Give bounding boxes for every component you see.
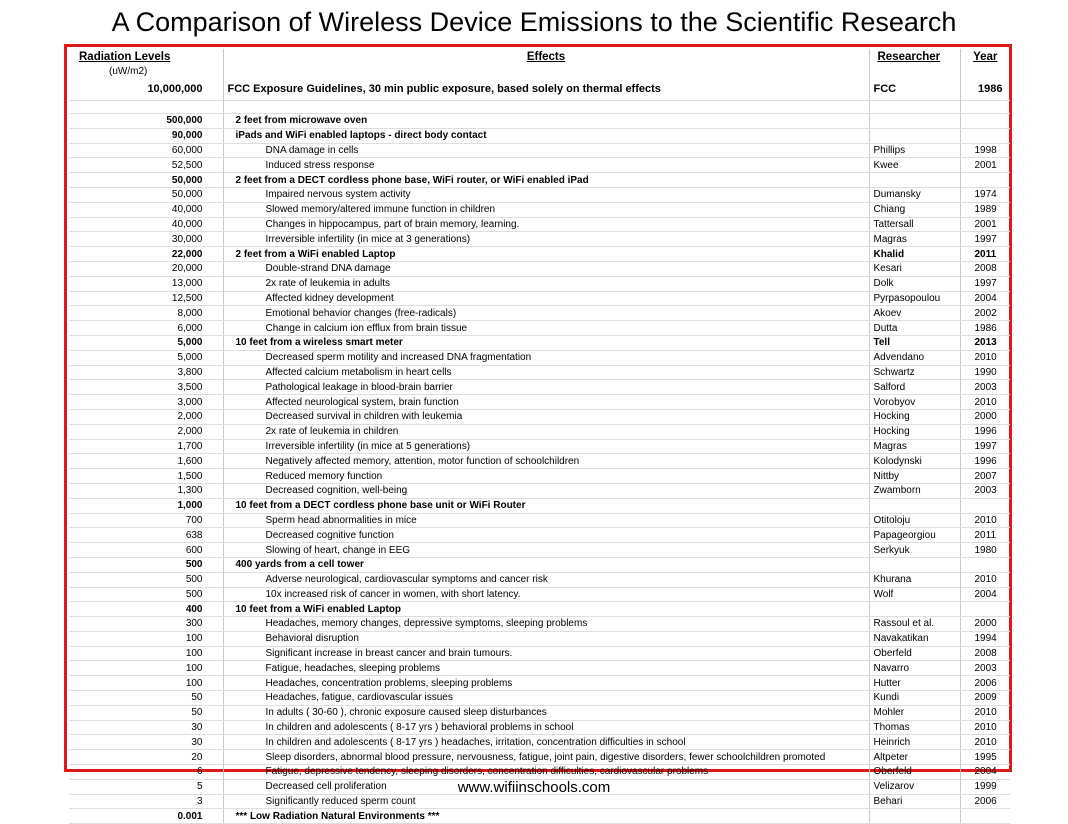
- row-level: 3,500: [69, 380, 223, 395]
- row-effect: Induced stress response: [223, 158, 869, 173]
- row-effect: Affected neurological system, brain function: [223, 395, 869, 410]
- row-year: 2010: [960, 735, 1010, 750]
- table-row: [69, 380, 1010, 395]
- row-researcher: Navarro: [869, 661, 960, 676]
- row-level: 50,000: [69, 173, 223, 188]
- units-row: [69, 65, 1010, 78]
- row-level: 500,000: [69, 114, 223, 129]
- row-level: 400: [69, 602, 223, 617]
- table-row: [69, 557, 1010, 572]
- table-row: [69, 750, 1010, 765]
- row-researcher: Nittby: [869, 469, 960, 484]
- row-effect: Changes in hippocampus, part of brain memory, learning.: [223, 217, 869, 232]
- row-year: 2007: [960, 469, 1010, 484]
- row-year: 2008: [960, 646, 1010, 661]
- row-effect: Change in calcium ion efflux from brain tissue: [223, 321, 869, 336]
- row-effect: Decreased cognition, well-being: [223, 483, 869, 498]
- row-researcher: Hocking: [869, 409, 960, 424]
- row-year: 2006: [960, 794, 1010, 809]
- row-level: 3: [69, 794, 223, 809]
- row-researcher: [869, 128, 960, 143]
- table-row: [69, 543, 1010, 558]
- row-effect: Headaches, memory changes, depressive symptoms, sleeping problems: [223, 617, 869, 632]
- row-year: 1989: [960, 202, 1010, 217]
- row-year: 1994: [960, 631, 1010, 646]
- table-row: [69, 454, 1010, 469]
- row-effect: In adults ( 30-60 ), chronic exposure caused sleep disturbances: [223, 705, 869, 720]
- row-effect: Significantly reduced sperm count: [223, 794, 869, 809]
- row-year: 2008: [960, 261, 1010, 276]
- table-row: [69, 158, 1010, 173]
- row-researcher: Otitoloju: [869, 513, 960, 528]
- row-year: 2010: [960, 720, 1010, 735]
- row-researcher: Serkyuk: [869, 543, 960, 558]
- row-effect: 10x increased risk of cancer in women, with short latency.: [223, 587, 869, 602]
- row-effect: Fatigue, depressive tendency, sleeping disorders, concentration difficulties, cardiovascular problems: [223, 765, 869, 780]
- table-row: [69, 587, 1010, 602]
- row-year: 2010: [960, 350, 1010, 365]
- row-level: 8,000: [69, 306, 223, 321]
- row-year: [960, 602, 1010, 617]
- table-row: [69, 735, 1010, 750]
- fcc-researcher: FCC: [869, 78, 960, 101]
- row-level: 5,000: [69, 350, 223, 365]
- row-researcher: Dutta: [869, 321, 960, 336]
- table-row: [69, 350, 1010, 365]
- row-level: 1,500: [69, 469, 223, 484]
- row-effect: Double-strand DNA damage: [223, 261, 869, 276]
- row-year: 2010: [960, 395, 1010, 410]
- row-effect: 2 feet from a WiFi enabled Laptop: [223, 247, 869, 262]
- emissions-table: [69, 49, 1010, 824]
- row-researcher: Kesari: [869, 261, 960, 276]
- row-effect: 2 feet from microwave oven: [223, 114, 869, 129]
- row-level: 3,000: [69, 395, 223, 410]
- row-year: 2009: [960, 691, 1010, 706]
- row-effect: Headaches, concentration problems, sleeping problems: [223, 676, 869, 691]
- row-researcher: Hocking: [869, 424, 960, 439]
- row-year: [960, 498, 1010, 513]
- row-level: 30: [69, 735, 223, 750]
- row-level: 30,000: [69, 232, 223, 247]
- row-year: 2003: [960, 661, 1010, 676]
- row-year: 1998: [960, 143, 1010, 158]
- table-row: [69, 114, 1010, 129]
- row-year: [960, 114, 1010, 129]
- table-row: [69, 409, 1010, 424]
- row-effect: Irreversible infertility (in mice at 3 generations): [223, 232, 869, 247]
- row-effect: Irreversible infertility (in mice at 5 generations): [223, 439, 869, 454]
- row-year: 2010: [960, 572, 1010, 587]
- table-row: [69, 217, 1010, 232]
- row-effect: Headaches, fatigue, cardiovascular issues: [223, 691, 869, 706]
- table-row: [69, 809, 1010, 824]
- table-row: [69, 705, 1010, 720]
- row-effect: *** Low Radiation Natural Environments ***: [223, 809, 869, 824]
- header-radiation-levels: Radiation Levels: [69, 49, 223, 65]
- table-row: [69, 143, 1010, 158]
- fcc-row: [69, 78, 1010, 101]
- row-year: 1995: [960, 750, 1010, 765]
- row-effect: Emotional behavior changes (free-radicals): [223, 306, 869, 321]
- table-row: [69, 602, 1010, 617]
- row-researcher: Kundi: [869, 691, 960, 706]
- row-year: 1974: [960, 187, 1010, 202]
- row-level: 22,000: [69, 247, 223, 262]
- table-row: [69, 572, 1010, 587]
- row-researcher: Vorobyov: [869, 395, 960, 410]
- table-row: [69, 483, 1010, 498]
- header-year: Year: [973, 50, 998, 63]
- row-level: 20: [69, 750, 223, 765]
- row-level: 100: [69, 661, 223, 676]
- row-year: 2010: [960, 705, 1010, 720]
- row-effect: Fatigue, headaches, sleeping problems: [223, 661, 869, 676]
- row-level: 0.001: [69, 809, 223, 824]
- row-level: 40,000: [69, 202, 223, 217]
- row-year: 2000: [960, 409, 1010, 424]
- row-effect: DNA damage in cells: [223, 143, 869, 158]
- row-researcher: Thomas: [869, 720, 960, 735]
- table-row: [69, 261, 1010, 276]
- row-level: 3,800: [69, 365, 223, 380]
- page-title: A Comparison of Wireless Device Emissions to the Scientific Research: [111, 7, 957, 37]
- row-effect: Affected kidney development: [223, 291, 869, 306]
- spacer-row: [69, 101, 1010, 114]
- row-researcher: Kwee: [869, 158, 960, 173]
- row-level: 638: [69, 528, 223, 543]
- row-effect: Pathological leakage in blood-brain barrier: [223, 380, 869, 395]
- row-level: 500: [69, 572, 223, 587]
- row-researcher: Rassoul et al.: [869, 617, 960, 632]
- row-year: 2001: [960, 217, 1010, 232]
- table-row: [69, 794, 1010, 809]
- row-effect: Adverse neurological, cardiovascular symptoms and cancer risk: [223, 572, 869, 587]
- row-researcher: Kolodynski: [869, 454, 960, 469]
- table-row: [69, 187, 1010, 202]
- row-year: 2000: [960, 617, 1010, 632]
- table-row: [69, 202, 1010, 217]
- row-level: 600: [69, 543, 223, 558]
- row-year: 2011: [960, 247, 1010, 262]
- fcc-level: 10,000,000: [69, 78, 223, 101]
- row-level: 90,000: [69, 128, 223, 143]
- row-level: 2,000: [69, 424, 223, 439]
- row-effect: Decreased cognitive function: [223, 528, 869, 543]
- table-row: [69, 232, 1010, 247]
- row-researcher: Altpeter: [869, 750, 960, 765]
- row-researcher: Schwartz: [869, 365, 960, 380]
- row-researcher: Behari: [869, 794, 960, 809]
- table-row: [69, 321, 1010, 336]
- row-level: 6: [69, 765, 223, 780]
- row-year: 2004: [960, 291, 1010, 306]
- row-researcher: Oberfeld: [869, 765, 960, 780]
- row-year: 2010: [960, 513, 1010, 528]
- table-row: [69, 498, 1010, 513]
- row-year: 2013: [960, 335, 1010, 350]
- row-effect: Decreased sperm motility and increased DNA fragmentation: [223, 350, 869, 365]
- row-year: 1996: [960, 454, 1010, 469]
- table-row: [69, 765, 1010, 780]
- row-effect: Reduced memory function: [223, 469, 869, 484]
- row-effect: Decreased survival in children with leukemia: [223, 409, 869, 424]
- row-effect: Impaired nervous system activity: [223, 187, 869, 202]
- row-level: 5: [69, 779, 223, 794]
- table-row: [69, 128, 1010, 143]
- table-row: [69, 720, 1010, 735]
- fcc-effect: FCC Exposure Guidelines, 30 min public exposure, based solely on thermal effects: [223, 78, 869, 101]
- row-effect: 400 yards from a cell tower: [223, 557, 869, 572]
- table-row: [69, 528, 1010, 543]
- row-year: 2001: [960, 158, 1010, 173]
- row-level: 100: [69, 676, 223, 691]
- row-level: 52,500: [69, 158, 223, 173]
- row-effect: Significant increase in breast cancer and brain tumours.: [223, 646, 869, 661]
- row-year: 1986: [960, 321, 1010, 336]
- row-effect: Slowing of heart, change in EEG: [223, 543, 869, 558]
- row-year: [960, 809, 1010, 824]
- row-level: 500: [69, 587, 223, 602]
- table-row: [69, 276, 1010, 291]
- row-year: 1996: [960, 424, 1010, 439]
- row-researcher: Khurana: [869, 572, 960, 587]
- header-researcher: Researcher: [869, 49, 960, 65]
- row-year: 1997: [960, 276, 1010, 291]
- row-year: 2011: [960, 528, 1010, 543]
- row-level: 30: [69, 720, 223, 735]
- row-level: 1,600: [69, 454, 223, 469]
- row-researcher: Phillips: [869, 143, 960, 158]
- table-row: [69, 661, 1010, 676]
- row-level: 50: [69, 691, 223, 706]
- footer-url: www.wifiinschools.com: [457, 779, 611, 796]
- units-label: (uW/m2): [69, 65, 223, 78]
- row-researcher: Salford: [869, 380, 960, 395]
- row-researcher: Advendano: [869, 350, 960, 365]
- row-level: 12,500: [69, 291, 223, 306]
- row-level: 300: [69, 617, 223, 632]
- row-year: [960, 557, 1010, 572]
- table-row: [69, 513, 1010, 528]
- row-researcher: Velizarov: [869, 779, 960, 794]
- table-row: [69, 439, 1010, 454]
- row-level: 100: [69, 646, 223, 661]
- table-row: [69, 335, 1010, 350]
- row-year: [960, 128, 1010, 143]
- table-row: [69, 365, 1010, 380]
- row-level: 60,000: [69, 143, 223, 158]
- row-researcher: Heinrich: [869, 735, 960, 750]
- row-effect: 10 feet from a DECT cordless phone base unit or WiFi Router: [223, 498, 869, 513]
- header-effects: Effects: [223, 49, 869, 65]
- row-level: 20,000: [69, 261, 223, 276]
- row-effect: In children and adolescents ( 8-17 yrs ) behavioral problems in school: [223, 720, 869, 735]
- row-effect: 2x rate of leukemia in adults: [223, 276, 869, 291]
- row-researcher: [869, 602, 960, 617]
- table-row: [69, 631, 1010, 646]
- row-researcher: Chiang: [869, 202, 960, 217]
- table-row: [69, 173, 1010, 188]
- row-year: 1997: [960, 232, 1010, 247]
- row-researcher: Wolf: [869, 587, 960, 602]
- row-year: 2006: [960, 676, 1010, 691]
- table-row: [69, 424, 1010, 439]
- row-level: 100: [69, 631, 223, 646]
- table-row: [69, 247, 1010, 262]
- row-researcher: Navakatikan: [869, 631, 960, 646]
- table-row: [69, 395, 1010, 410]
- row-year: 1990: [960, 365, 1010, 380]
- row-researcher: Magras: [869, 439, 960, 454]
- row-year: 1999: [960, 779, 1010, 794]
- table-row: [69, 469, 1010, 484]
- table-row: [69, 646, 1010, 661]
- row-researcher: Papageorgiou: [869, 528, 960, 543]
- row-effect: Affected calcium metabolism in heart cells: [223, 365, 869, 380]
- row-year: 2004: [960, 765, 1010, 780]
- table-row: [69, 291, 1010, 306]
- row-researcher: [869, 809, 960, 824]
- row-level: 700: [69, 513, 223, 528]
- row-level: 6,000: [69, 321, 223, 336]
- row-researcher: Oberfeld: [869, 646, 960, 661]
- row-level: 1,000: [69, 498, 223, 513]
- header-row: [69, 49, 1010, 65]
- row-year: [960, 173, 1010, 188]
- row-researcher: Dolk: [869, 276, 960, 291]
- row-level: 1,700: [69, 439, 223, 454]
- table-row: [69, 306, 1010, 321]
- row-researcher: Zwamborn: [869, 483, 960, 498]
- fcc-year: 1986: [960, 78, 1010, 101]
- table-row: [69, 676, 1010, 691]
- row-effect: Sperm head abnormalities in mice: [223, 513, 869, 528]
- row-researcher: [869, 173, 960, 188]
- row-researcher: Mohler: [869, 705, 960, 720]
- table-row: [69, 691, 1010, 706]
- row-level: 5,000: [69, 335, 223, 350]
- row-level: 50: [69, 705, 223, 720]
- row-level: 13,000: [69, 276, 223, 291]
- row-effect: Behavioral disruption: [223, 631, 869, 646]
- row-effect: 2 feet from a DECT cordless phone base, WiFi router, or WiFi enabled iPad: [223, 173, 869, 188]
- row-effect: 10 feet from a wireless smart meter: [223, 335, 869, 350]
- row-effect: In children and adolescents ( 8-17 yrs ) headaches, irritation, concentration difficulties in school: [223, 735, 869, 750]
- row-year: 1997: [960, 439, 1010, 454]
- row-level: 500: [69, 557, 223, 572]
- row-researcher: Dumansky: [869, 187, 960, 202]
- row-effect: Decreased cell proliferation: [223, 779, 869, 794]
- row-researcher: Pyrpasopoulou: [869, 291, 960, 306]
- row-researcher: Khalid: [869, 247, 960, 262]
- row-level: 50,000: [69, 187, 223, 202]
- row-effect: Slowed memory/altered immune function in children: [223, 202, 869, 217]
- row-effect: 10 feet from a WiFi enabled Laptop: [223, 602, 869, 617]
- row-year: 1980: [960, 543, 1010, 558]
- row-researcher: Tattersall: [869, 217, 960, 232]
- row-effect: Sleep disorders, abnormal blood pressure, nervousness, fatigue, joint pain, digestive disorders, fewer schoolchildren promoted: [223, 750, 869, 765]
- row-effect: iPads and WiFi enabled laptops - direct body contact: [223, 128, 869, 143]
- row-effect: 2x rate of leukemia in children: [223, 424, 869, 439]
- row-effect: Negatively affected memory, attention, motor function of schoolchildren: [223, 454, 869, 469]
- row-researcher: [869, 114, 960, 129]
- row-year: 2004: [960, 587, 1010, 602]
- row-researcher: [869, 557, 960, 572]
- row-researcher: Magras: [869, 232, 960, 247]
- row-year: 2003: [960, 380, 1010, 395]
- row-year: 2003: [960, 483, 1010, 498]
- row-level: 40,000: [69, 217, 223, 232]
- row-level: 1,300: [69, 483, 223, 498]
- row-level: 2,000: [69, 409, 223, 424]
- row-researcher: Tell: [869, 335, 960, 350]
- row-researcher: Hutter: [869, 676, 960, 691]
- table-row: [69, 617, 1010, 632]
- row-year: 2002: [960, 306, 1010, 321]
- row-researcher: Akoev: [869, 306, 960, 321]
- row-researcher: [869, 498, 960, 513]
